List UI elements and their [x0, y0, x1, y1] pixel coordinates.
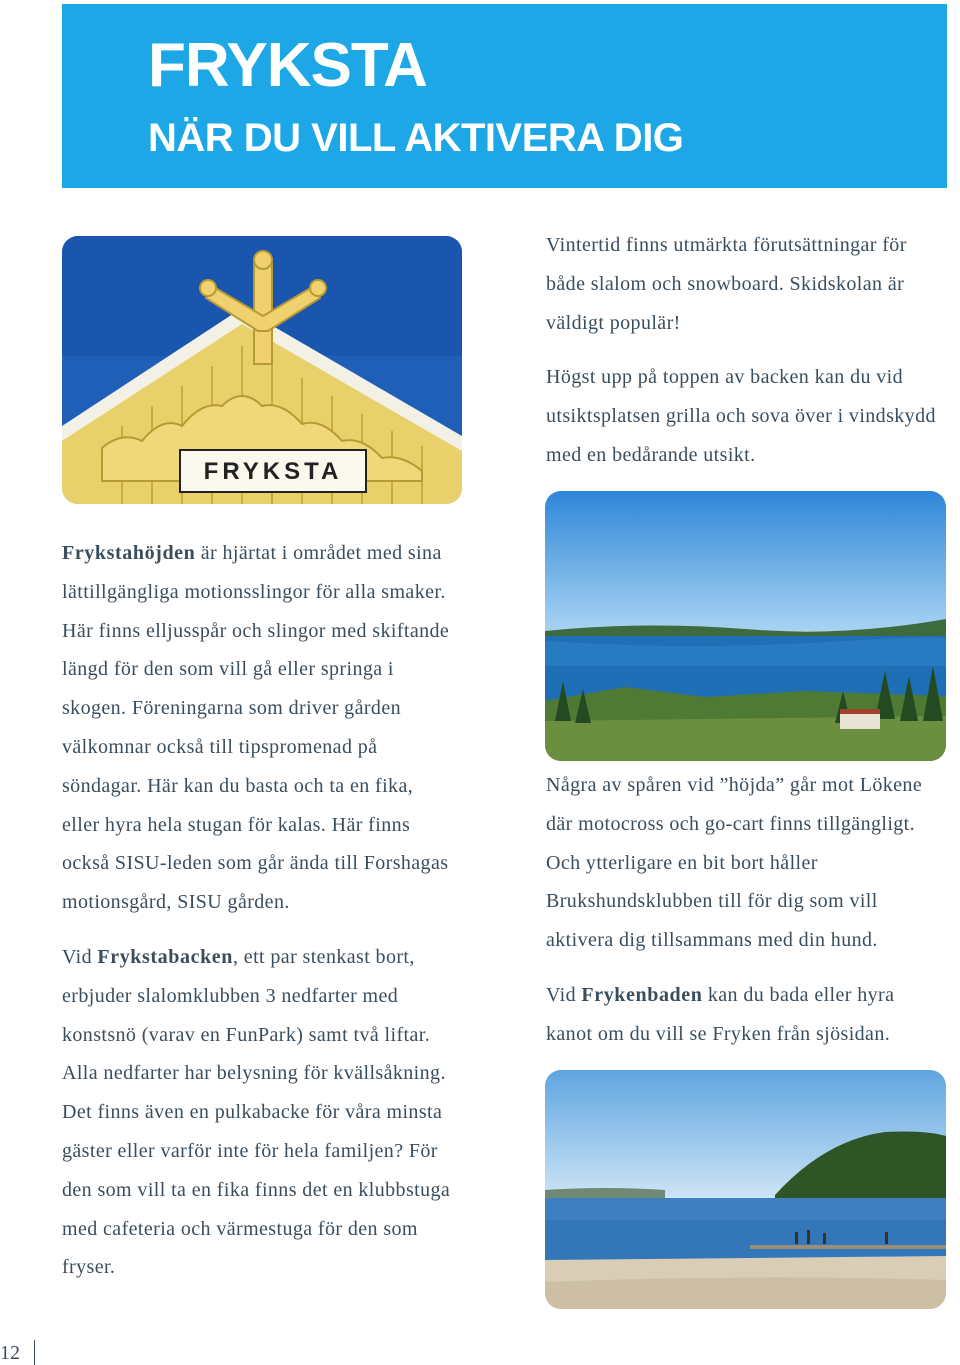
summit-paragraph: Högst upp på toppen av backen kan du vid utsiktsplatsen grilla och sova över i vindskydd med en bedårande utsikt. [546, 366, 936, 466]
frykstahojden-paragraph [62, 534, 454, 922]
trails-text [546, 766, 946, 1054]
station-gable-photo [62, 236, 462, 504]
page-title: FRYKSTA [148, 31, 427, 100]
station-sign-text: FRYKSTA [203, 458, 343, 485]
frykstabacken-pre: Vid [62, 945, 98, 968]
frykenbaden-bold: Frykenbaden [581, 983, 703, 1006]
frykstabacken-paragraph [62, 938, 454, 1287]
frykenbaden-paragraph [546, 976, 946, 1054]
header-banner [62, 4, 947, 188]
frykstahojden-bold: Frykstahöjden [62, 542, 196, 564]
frykstahojden-body: är hjärtat i området med sina lättillgängliga motionsslingor för alla smaker. Här finns elljusspår och slingor med skiftande längd för den som vill gå eller springa i skogen. Föreningarna som driver gården välkomnar också till tipspromenad på söndagar. Här kan du basta och ta en fika, eller hyra hela stugan för kalas. Här finns också SISU-leden som går ända till Forshagas motionsgård, SISU gården. [62, 542, 450, 914]
beach-photo [545, 1070, 946, 1309]
winter-paragraph: Vintertid finns utmärkta förutsättningar för både slalom och snowboard. Skidskolan är väldigt populär! [546, 234, 907, 334]
frykenbaden-body: kan du bada eller hyra kanot om du vill se Fryken från sjösidan. [546, 983, 895, 1045]
frykenbaden-pre: Vid [546, 983, 582, 1006]
frykstabacken-bold: Frykstabacken [97, 945, 233, 968]
winter-text [546, 226, 946, 475]
page-number: 12 [0, 1342, 20, 1364]
trails-paragraph: Några av spåren vid ”höjda” går mot Lökene där motocross och go-cart finns tillgängligt. Och ytterligare en bit bort håller Brukshundsklubben till för dig som vill aktivera dig tillsammans med din hund. [546, 774, 923, 952]
frykstabacken-body: , ett par stenkast bort, erbjuder slalomklubben 3 nedfarter med konstsnö (varav en FunPark) samt två liftar. Alla nedfarter har belysning för kvällsåkning. Det finns även en pulkabacke för våra minsta gäster eller varför inte för hela familjen? För den som vill ta en fika finns det en klubbstuga med cafeteria och värmestuga för den som fryser. [62, 945, 451, 1279]
page-number-divider [34, 1340, 35, 1365]
lake-panorama-photo [545, 491, 946, 761]
page-subtitle: NÄR DU VILL AKTIVERA DIG [148, 116, 684, 160]
frykstahojden-text [62, 534, 454, 1287]
